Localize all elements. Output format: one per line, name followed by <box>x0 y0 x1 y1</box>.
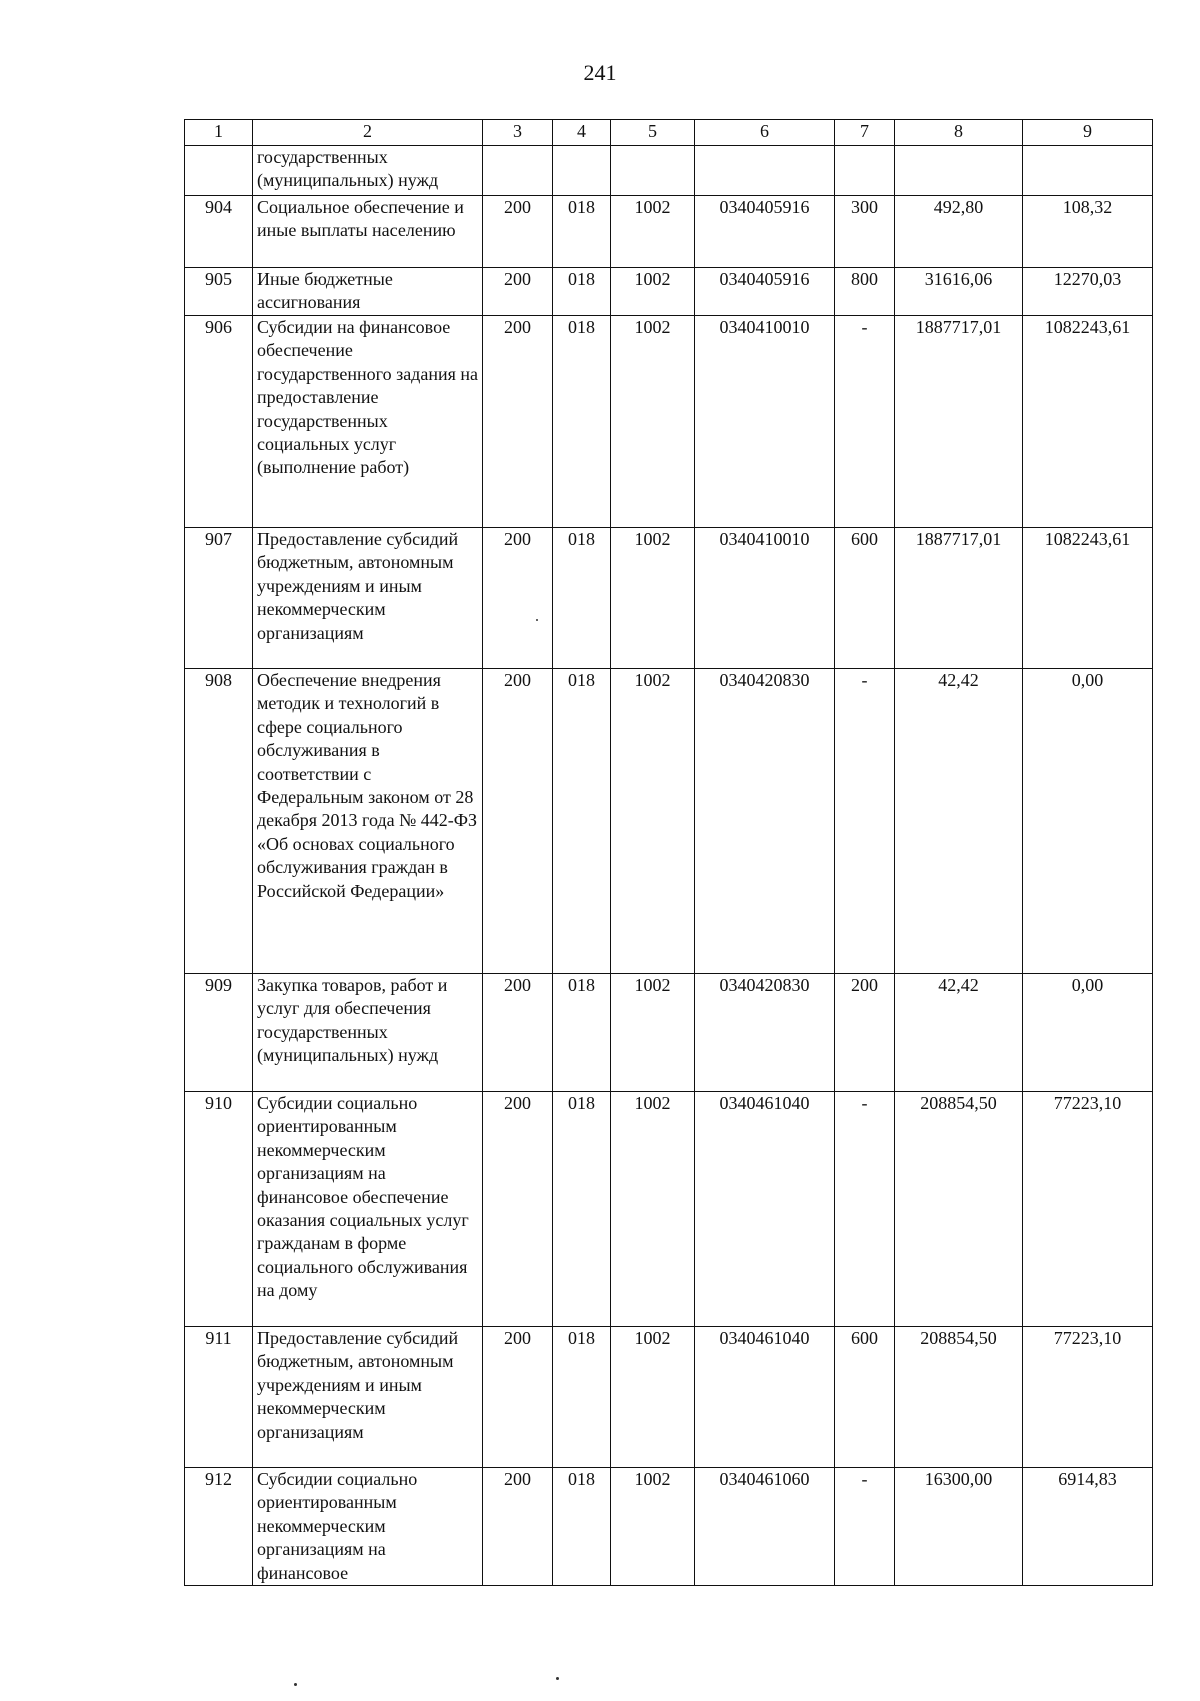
row-cell: 1002 <box>611 268 695 316</box>
row-cell: 200 <box>483 268 553 316</box>
row-cell: 018 <box>553 268 611 316</box>
row-number <box>185 146 253 196</box>
row-cell: 018 <box>553 316 611 528</box>
column-header: 7 <box>835 120 895 146</box>
row-cell: 600 <box>835 1327 895 1468</box>
row-amount: 208854,50 <box>895 1092 1023 1327</box>
table-row <box>185 196 1153 268</box>
row-cell: 0340410010 <box>695 316 835 528</box>
row-number: 904 <box>185 196 253 268</box>
row-cell: 1002 <box>611 316 695 528</box>
row-name: Иные бюджетные ассигнования <box>253 268 483 316</box>
row-number: 912 <box>185 1468 253 1586</box>
row-name: государственных (муниципальных) нужд <box>253 146 483 196</box>
row-cell: 1002 <box>611 528 695 669</box>
row-amount: 208854,50 <box>895 1327 1023 1468</box>
row-cell: 200 <box>483 1468 553 1586</box>
row-number: 909 <box>185 974 253 1092</box>
row-cell <box>611 146 695 196</box>
row-cell: 1002 <box>611 1468 695 1586</box>
row-cell: 0340461060 <box>695 1468 835 1586</box>
row-amount: 77223,10 <box>1023 1092 1153 1327</box>
row-cell: 800 <box>835 268 895 316</box>
row-cell: 300 <box>835 196 895 268</box>
column-header: 5 <box>611 120 695 146</box>
page-number: 241 <box>583 60 617 85</box>
column-header: 2 <box>253 120 483 146</box>
row-number: 910 <box>185 1092 253 1327</box>
row-amount: 6914,83 <box>1023 1468 1153 1586</box>
row-number: 908 <box>185 669 253 974</box>
row-amount: 1082243,61 <box>1023 316 1153 528</box>
row-cell: - <box>835 1092 895 1327</box>
row-amount: 1887717,01 <box>895 316 1023 528</box>
row-amount <box>895 146 1023 196</box>
row-cell <box>483 146 553 196</box>
row-cell <box>835 146 895 196</box>
row-cell: - <box>835 669 895 974</box>
row-amount: 1887717,01 <box>895 528 1023 669</box>
row-cell <box>695 146 835 196</box>
row-cell: 1002 <box>611 1092 695 1327</box>
row-cell: 0340410010 <box>695 528 835 669</box>
table-header-row <box>185 120 1153 146</box>
row-cell: 1002 <box>611 196 695 268</box>
row-cell: 200 <box>835 974 895 1092</box>
row-name: Субсидии на финансовое обеспечение государственного задания на предоставление государственных социальных услуг (выполнение работ) <box>253 316 483 528</box>
row-cell: 200 <box>483 1092 553 1327</box>
row-cell: 0340405916 <box>695 196 835 268</box>
scan-speck <box>556 1677 559 1680</box>
row-cell: - <box>835 1468 895 1586</box>
row-amount: 0,00 <box>1023 974 1153 1092</box>
row-number: 906 <box>185 316 253 528</box>
row-name: Закупка товаров, работ и услуг для обеспечения государственных (муниципальных) нужд <box>253 974 483 1092</box>
table-row <box>185 1327 1153 1468</box>
row-cell: 0340420830 <box>695 974 835 1092</box>
row-amount: 77223,10 <box>1023 1327 1153 1468</box>
row-cell: 200 <box>483 528 553 669</box>
row-amount: 16300,00 <box>895 1468 1023 1586</box>
table-row <box>185 974 1153 1092</box>
row-cell: - <box>835 316 895 528</box>
row-cell: 0340461040 <box>695 1092 835 1327</box>
table-row <box>185 528 1153 669</box>
row-cell: 018 <box>553 1327 611 1468</box>
row-number: 911 <box>185 1327 253 1468</box>
column-header: 6 <box>695 120 835 146</box>
row-cell: 200 <box>483 974 553 1092</box>
row-cell: 1002 <box>611 974 695 1092</box>
row-cell: 0340461040 <box>695 1327 835 1468</box>
column-header: 4 <box>553 120 611 146</box>
row-number: 905 <box>185 268 253 316</box>
row-name: Предоставление субсидий бюджетным, автономным учреждениям и иным некоммерческим организациям <box>253 1327 483 1468</box>
table-row <box>185 316 1153 528</box>
row-name: Обеспечение внедрения методик и технологий в сфере социального обслуживания в соответствии с Федеральным законом от 28 декабря 2013 года № 442-ФЗ «Об основах социального обслуживания граждан в Российской Федерации» <box>253 669 483 974</box>
row-amount: 42,42 <box>895 669 1023 974</box>
row-number: 907 <box>185 528 253 669</box>
table-row <box>185 146 1153 196</box>
row-cell: 200 <box>483 1327 553 1468</box>
table-row <box>185 669 1153 974</box>
row-name: Субсидии социально ориентированным некоммерческим организациям на финансовое обеспечение оказания социальных услуг гражданам в форме социального обслуживания на дому <box>253 1092 483 1327</box>
column-header: 1 <box>185 120 253 146</box>
row-cell: 200 <box>483 196 553 268</box>
row-amount: 42,42 <box>895 974 1023 1092</box>
row-name: Субсидии социально ориентированным некоммерческим организациям на финансовое <box>253 1468 483 1586</box>
row-cell: 0340420830 <box>695 669 835 974</box>
row-cell: 1002 <box>611 1327 695 1468</box>
row-cell: 018 <box>553 974 611 1092</box>
column-header: 3 <box>483 120 553 146</box>
row-cell: 018 <box>553 1092 611 1327</box>
scan-speck <box>294 1683 297 1686</box>
scan-speck <box>536 619 538 621</box>
table-row <box>185 268 1153 316</box>
table-row <box>185 1468 1153 1586</box>
column-header: 9 <box>1023 120 1153 146</box>
row-amount: 31616,06 <box>895 268 1023 316</box>
row-amount: 12270,03 <box>1023 268 1153 316</box>
row-cell: 018 <box>553 528 611 669</box>
row-amount: 108,32 <box>1023 196 1153 268</box>
row-amount: 492,80 <box>895 196 1023 268</box>
row-name: Социальное обеспечение и иные выплаты населению <box>253 196 483 268</box>
row-cell: 200 <box>483 316 553 528</box>
row-cell: 018 <box>553 1468 611 1586</box>
row-cell: 018 <box>553 669 611 974</box>
table-row <box>185 1092 1153 1327</box>
row-cell: 1002 <box>611 669 695 974</box>
row-name: Предоставление субсидий бюджетным, автономным учреждениям и иным некоммерческим организациям <box>253 528 483 669</box>
row-amount: 0,00 <box>1023 669 1153 974</box>
row-amount: 1082243,61 <box>1023 528 1153 669</box>
row-cell: 0340405916 <box>695 268 835 316</box>
budget-table <box>184 119 1153 1586</box>
row-cell <box>553 146 611 196</box>
row-cell: 018 <box>553 196 611 268</box>
column-header: 8 <box>895 120 1023 146</box>
row-cell: 600 <box>835 528 895 669</box>
row-amount <box>1023 146 1153 196</box>
row-cell: 200 <box>483 669 553 974</box>
